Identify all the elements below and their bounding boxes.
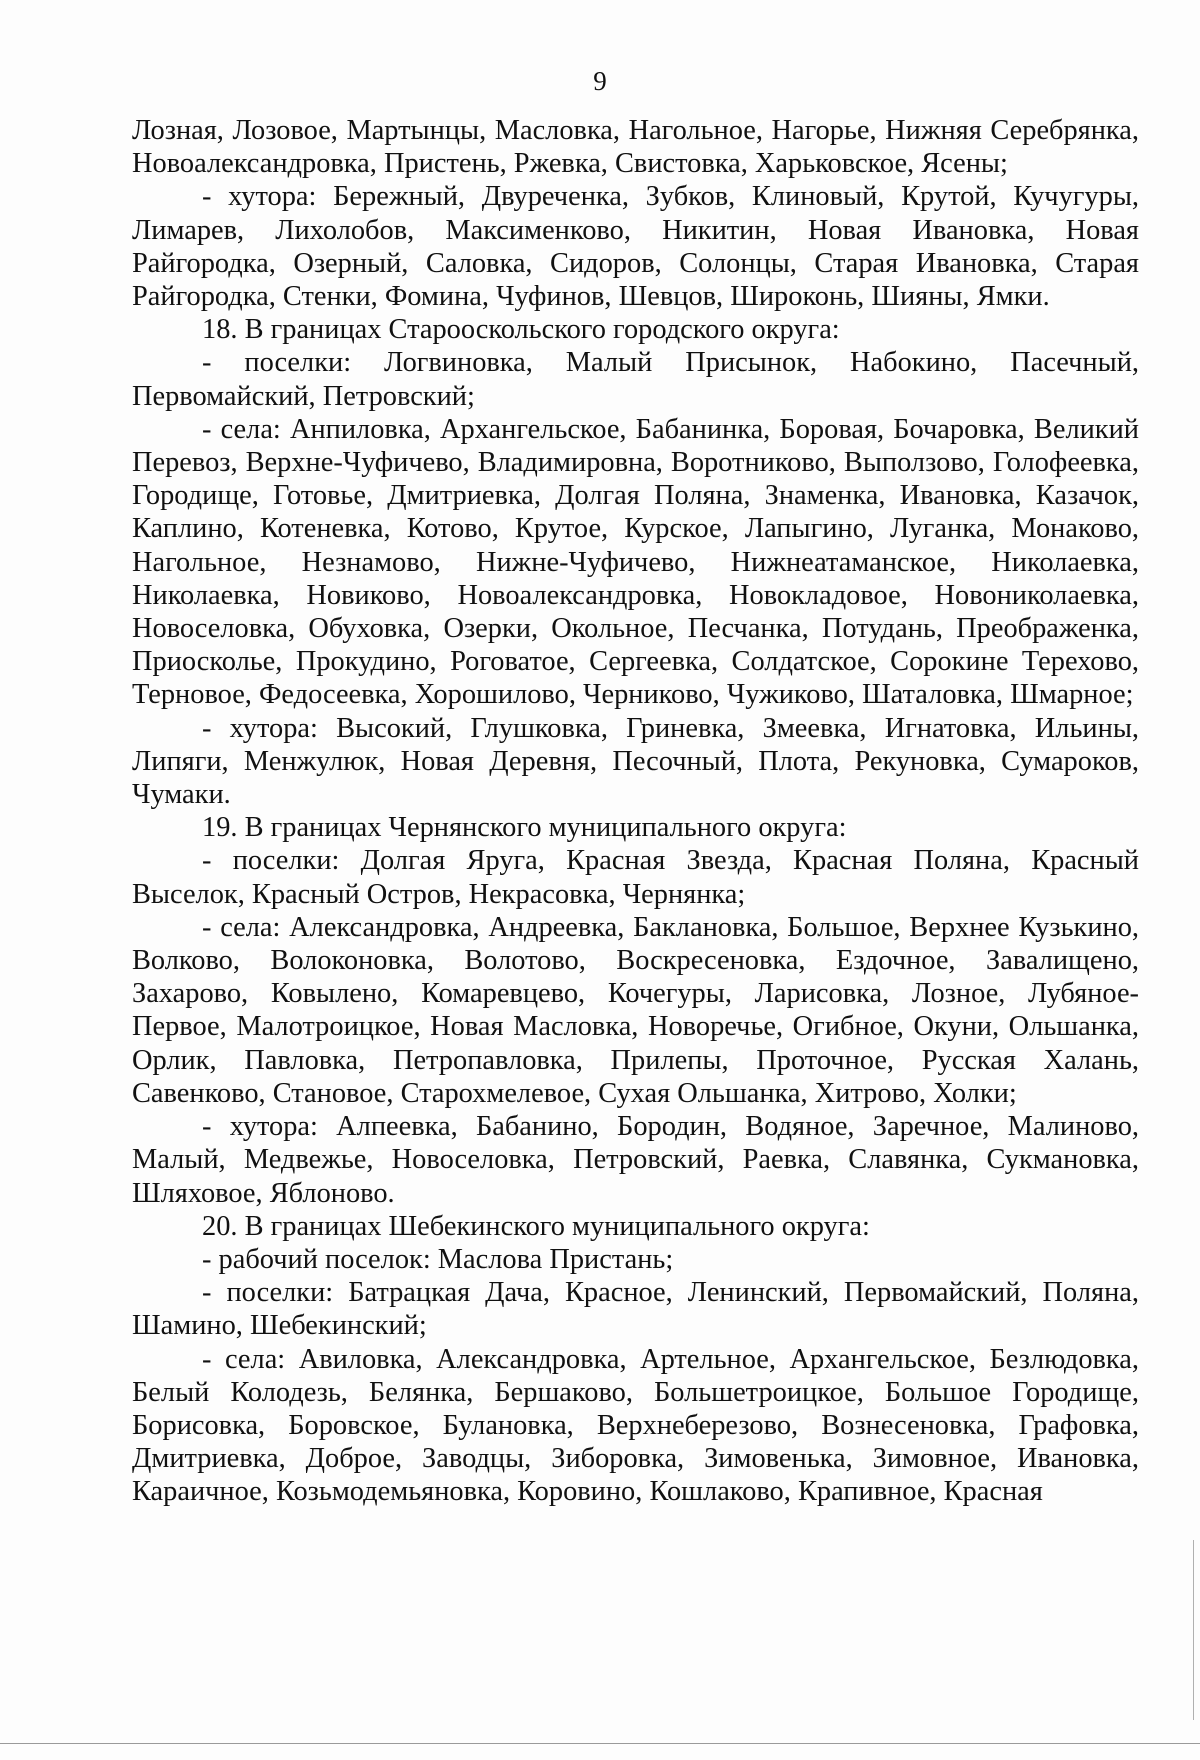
paragraph-khutora-17: - хутора: Бережный, Двуреченка, Зубков, Клиновый, Крутой, Кучугуры, Лимарев, Лихолобов, Максименково, Никитин, Новая Ивановка, Новая Райгородка, Озерный, Саловка, Сидоров, Солонцы, Старая Ивановка, Старая Райгородка, Стенки, Фомина, Чуфинов, Шевцов, Широконь, Шияны, Ямки. bbox=[132, 181, 1139, 313]
section-heading-19: 19. В границах Чернянского муниципального округа: bbox=[202, 812, 847, 844]
section-heading-20: 20. В границах Шебекинского муниципального округа: bbox=[202, 1210, 870, 1242]
paragraph-poselki-19: - поселки: Долгая Яруга, Красная Звезда, Красная Поляна, Красный Выселок, Красный Остров, Некрасовка, Чернянка; bbox=[132, 845, 1139, 910]
scan-edge-line bbox=[0, 1743, 1200, 1744]
page-number: 9 bbox=[593, 66, 607, 96]
paragraph-khutora-18: - хутора: Высокий, Глушковка, Гриневка, Змеевка, Игнатовка, Ильины, Липяги, Менжулюк, Новая Деревня, Песочный, Плота, Рекуновка, Сумароков, Чумаки. bbox=[132, 712, 1139, 811]
paragraph-rabochiy-poselok-20: - рабочий поселок: Маслова Пристань; bbox=[202, 1243, 674, 1275]
scan-edge-line-right bbox=[1193, 1540, 1194, 1720]
paragraph-sela-20: - села: Авиловка, Александровка, Артельное, Архангельское, Безлюдовка, Белый Колодезь, Белянка, Бершаково, Большетроицкое, Большое Городище, Борисовка, Боровское, Булановка, Верхнеберезово, Вознесеновка, Графовка, Дмитриевка, Доброе, Заводцы, Зиборовка, Зимовенька, Зимовное, Ивановка, Караичное, Козьмодемьяновка, Коровино, Кошлаково, Крапивное, Красная bbox=[132, 1343, 1139, 1508]
paragraph-continuation: Лозная, Лозовое, Мартынцы, Масловка, Нагольное, Нагорье, Нижняя Серебрянка, Новоалександровка, Пристень, Ржевка, Свистовка, Харьковское, Ясены; bbox=[132, 115, 1139, 180]
paragraph-poselki-20: - поселки: Батрацкая Дача, Красное, Ленинский, Первомайский, Поляна, Шамино, Шебекинский; bbox=[132, 1277, 1139, 1342]
paragraph-poselki-18: - поселки: Логвиновка, Малый Присынок, Набокино, Пасечный, Первомайский, Петровский; bbox=[132, 347, 1139, 412]
paragraph-khutora-19: - хутора: Алпеевка, Бабанино, Бородин, Водяное, Заречное, Малиново, Малый, Медвежье, Новоселовка, Петровский, Раевка, Славянка, Сукмановка, Шляховое, Яблоново. bbox=[132, 1111, 1139, 1209]
paragraph-sela-19: - села: Александровка, Андреевка, Баклановка, Большое, Верхнее Кузькино, Волково, Волоконовка, Волотово, Воскресеновка, Ездочное, Завалищено, Захарово, Ковылено, Комаревцево, Кочегуры, Ларисовка, Лозное, Лубяное-Первое, Малотроицкое, Новая Масловка, Новоречье, Огибное, Окуни, Ольшанка, Орлик, Павловка, Петропавловка, Прилепы, Проточное, Русская Халань, Савенково, Становое, Старохмелевое, Сухая Ольшанка, Хитрово, Холки; bbox=[132, 911, 1139, 1109]
paragraph-sela-18: - села: Анпиловка, Архангельское, Бабанинка, Боровая, Бочаровка, Великий Перевоз, Верхне-Чуфичево, Владимировна, Воротниково, Выползово, Голофеевка, Городище, Готовье, Дмитриевка, Долгая Поляна, Знаменка, Ивановка, Казачок, Каплино, Котеневка, Котово, Крутое, Курское, Лапыгино, Луганка, Монаково, Нагольное, Незнамово, Нижне-Чуфичево, Нижнеатаманское, Николаевка, Николаевка, Новиково, Новоалександровка, Новокладовое, Новониколаевка, Новоселовка, Обуховка, Озерки, Окольное, Песчанка, Потудань, Преображенка, Приосколье, Прокудино, Роговатое, Сергеевка, Солдатское, Сорокине Терехово, Терновое, Федосеевка, Хорошилово, Черниково, Чужиково, Шаталовка, Шмарное; bbox=[132, 413, 1139, 711]
document-body bbox=[132, 114, 1139, 1509]
section-heading-18: 18. В границах Старооскольского городского округа: bbox=[202, 314, 840, 346]
